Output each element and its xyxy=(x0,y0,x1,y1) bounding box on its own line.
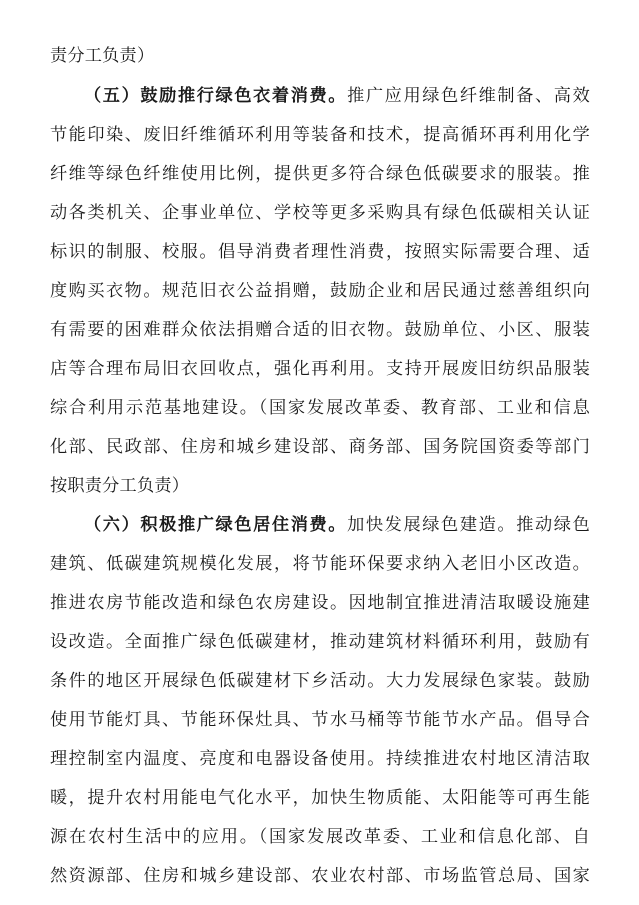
text-line: 推进农房节能改造和绿色农房建设。因地制宜推进清洁取暖设施建 xyxy=(50,593,590,613)
text-line: 店等合理布局旧衣回收点，强化再利用。支持开展废旧纺织品服装 xyxy=(50,359,590,379)
text-line: 条件的地区开展绿色低碳建材下乡活动。大力发展绿色家装。鼓励 xyxy=(50,671,590,691)
text-line: 设改造。全面推广绿色低碳建材，推动建筑材料循环利用，鼓励有 xyxy=(50,632,590,652)
text-line: 纤维等绿色纤维使用比例，提供更多符合绿色低碳要求的服装。推 xyxy=(50,164,590,184)
text-line: 建筑、低碳建筑规模化发展，将节能环保要求纳入老旧小区改造。 xyxy=(50,554,590,574)
text-line: 责分工负责） xyxy=(50,46,155,66)
text-line: 度购买衣物。规范旧衣公益捐赠，鼓励企业和居民通过慈善组织向 xyxy=(50,281,590,301)
text-line: 然资源部、住房和城乡建设部、农业农村部、市场监管总局、国家 xyxy=(50,866,590,886)
section-heading-5: （五）鼓励推行绿色衣着消费。推广应用绿色纤维制备、高效 xyxy=(84,86,590,106)
text-line: 标识的制服、校服。倡导消费者理性消费，按照实际需要合理、适 xyxy=(50,242,590,262)
text-line: 节能印染、废旧纤维循环利用等装备和技术，提高循环再利用化学 xyxy=(50,125,590,145)
text-line: 使用节能灯具、节能环保灶具、节水马桶等节能节水产品。倡导合 xyxy=(50,710,590,730)
section-heading-6: （六）积极推广绿色居住消费。加快发展绿色建造。推动绿色 xyxy=(84,515,590,535)
text-line: 暖，提升农村用能电气化水平，加快生物质能、太阳能等可再生能 xyxy=(50,788,590,808)
text-line: 按职责分工负责） xyxy=(50,476,190,496)
text-line: 综合利用示范基地建设。（国家发展改革委、教育部、工业和信息 xyxy=(50,398,590,418)
text-line: 源在农村生活中的应用。（国家发展改革委、工业和信息化部、自 xyxy=(50,827,590,847)
text-line: 化部、民政部、住房和城乡建设部、商务部、国务院国资委等部门 xyxy=(50,437,590,457)
text-line: 理控制室内温度、亮度和电器设备使用。持续推进农村地区清洁取 xyxy=(50,749,590,769)
text-line: 有需要的困难群众依法捐赠合适的旧衣物。鼓励单位、小区、服装 xyxy=(50,320,590,340)
text-line: 动各类机关、企事业单位、学校等更多采购具有绿色低碳相关认证 xyxy=(50,203,590,223)
